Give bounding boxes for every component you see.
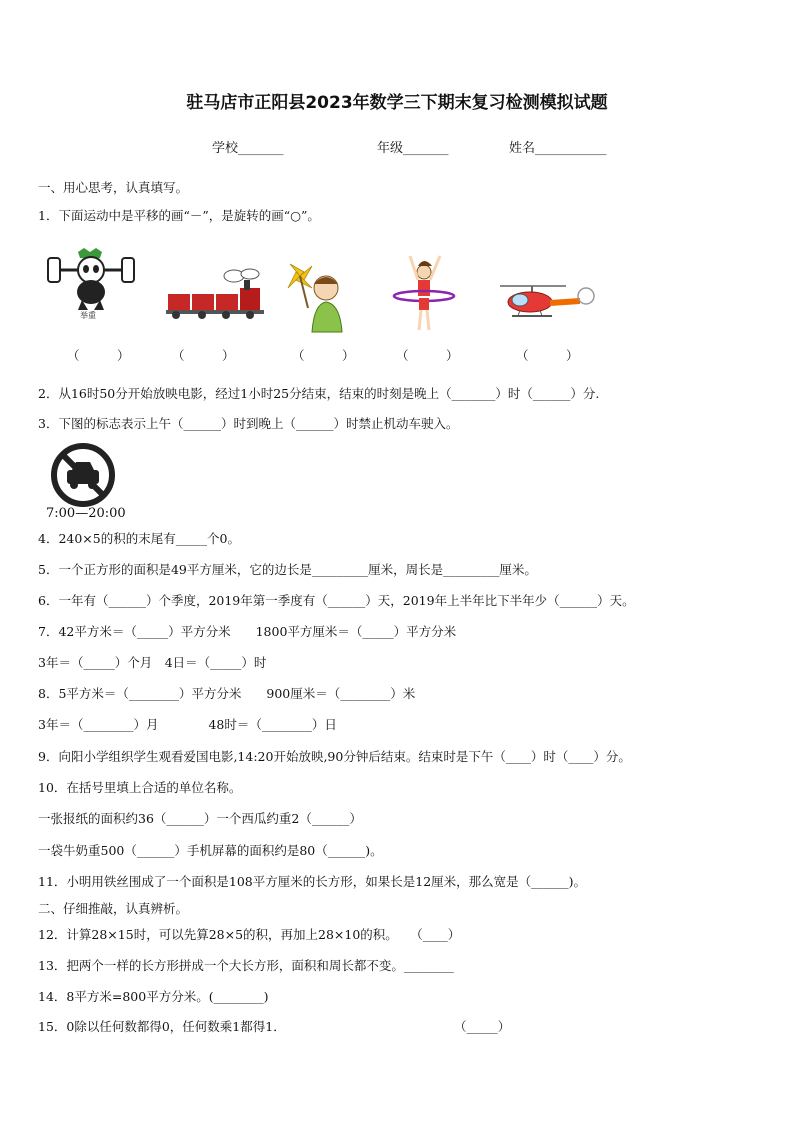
q1-answer-blank-4[interactable]: （ ） — [396, 348, 459, 363]
question-8-line-1: 8．5平方米＝（________）平方分米 900厘米＝（________）米 — [38, 686, 416, 701]
question-9: 9．向阳小学组织学生观看爱国电影,14:20开始放映,90分钟后结束。结束时是下午（____）时（____）分。 — [38, 749, 631, 764]
question-1: 1．下面运动中是平移的画“－”，是旋转的画“○”。 — [38, 208, 320, 223]
question-10: 10．在括号里填上合适的单位名称。 — [38, 780, 242, 795]
page-title: 驻马店市正阳县2023年数学三下期末复习检测模拟试题 — [186, 93, 608, 113]
hula-hoop-girl-icon — [388, 254, 458, 334]
question-10-line-1: 一张报纸的面积约36（______）一个西瓜约重2（______） — [38, 811, 362, 826]
question-8-line-2: 3年＝（________）月 48时＝（________）日 — [38, 717, 337, 732]
question-13: 13．把两个一样的长方形拼成一个大长方形，面积和周长都不变。________ — [38, 958, 454, 973]
q1-answer-blank-3[interactable]: （ ） — [292, 348, 355, 363]
weightlifting-caption: 举重 — [80, 311, 96, 320]
sign-time-label: 7:00—20:00 — [46, 506, 126, 521]
q1-answer-blank-5[interactable]: （ ） — [516, 348, 579, 363]
q1-answer-blank-2[interactable]: （ ） — [172, 348, 235, 363]
section-2-heading: 二、仔细推敲，认真辨析。 — [38, 901, 189, 916]
grade-field: 年级_______ — [377, 141, 449, 156]
train-icon — [166, 268, 266, 320]
question-10-line-2: 一袋牛奶重500（______）手机屏幕的面积约是80（______)。 — [38, 843, 383, 858]
question-11: 11．小明用铁丝围成了一个面积是108平方厘米的长方形，如果长是12厘米，那么宽是（______)。 — [38, 874, 587, 889]
no-motor-vehicles-sign-icon — [50, 442, 116, 508]
question-3: 3．下图的标志表示上午（______）时到晚上（______）时禁止机动车驶入。 — [38, 416, 459, 431]
question-15-answer-blank[interactable]: （_____） — [454, 1019, 511, 1034]
question-7-line-2: 3年＝（_____）个月 4日＝（_____）时 — [38, 655, 267, 670]
question-7-line-1: 7．42平方米＝（_____）平方分米 1800平方厘米＝（_____）平方分米 — [38, 624, 457, 639]
question-12: 12．计算28×15时，可以先算28×5的积，再加上28×10的积。 （____） — [38, 927, 461, 942]
name-field: 姓名___________ — [509, 141, 607, 156]
question-15: 15．0除以任何数都得0，任何数乘1都得1． — [38, 1019, 286, 1034]
q1-answer-blank-1[interactable]: （ ） — [67, 348, 130, 363]
question-2: 2．从16时50分开始放映电影，经过1小时25分结束，结束的时刻是晚上（_______）时（______）分. — [38, 386, 600, 401]
helicopter-icon — [496, 280, 598, 328]
section-1-heading: 一、用心思考，认真填写。 — [38, 180, 189, 195]
question-4: 4．240×5的积的末尾有_____个0。 — [38, 531, 240, 546]
school-field: 学校_______ — [212, 141, 284, 156]
question-14: 14．8平方米=800平方分米。(________) — [38, 989, 269, 1004]
question-5: 5．一个正方形的面积是49平方厘米，它的边长是_________厘米，周长是_________厘米。 — [38, 562, 537, 577]
question-6: 6．一年有（______）个季度，2019年第一季度有（______）天，2019年上半年比下半年少（______）天。 — [38, 593, 635, 608]
pinwheel-icon — [286, 262, 348, 334]
